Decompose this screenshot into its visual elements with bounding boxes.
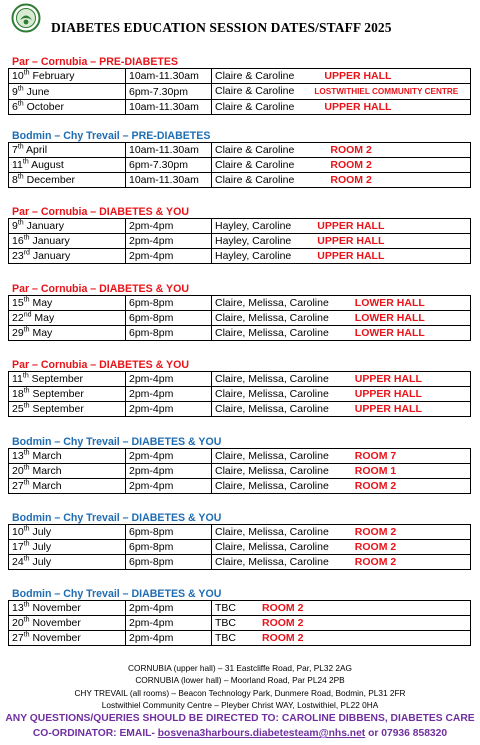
date-suffix: th xyxy=(23,479,30,487)
section-heading: Bodmin – Chy Trevail – DIABETES & YOU xyxy=(12,512,222,524)
session-time: 2pm-4pm xyxy=(126,234,212,249)
date-day: 11 xyxy=(12,159,23,171)
session-time: 10am-11.30am xyxy=(126,69,212,84)
date-suffix: th xyxy=(22,158,29,166)
session-time: 2pm-4pm xyxy=(126,464,212,479)
date-month: November xyxy=(32,617,81,629)
session-time: 10am-11.30am xyxy=(126,100,212,115)
date-month: May xyxy=(32,327,53,339)
session-time: 2pm-4pm xyxy=(126,631,212,646)
staff-venue-cell xyxy=(212,173,471,188)
session-date xyxy=(9,372,126,387)
session-time: 2pm-4pm xyxy=(126,449,212,464)
staff-venue-cell xyxy=(212,464,471,479)
session-date xyxy=(9,540,126,555)
session-staff: Claire, Melissa, Caroline xyxy=(215,465,329,477)
session-venue: ROOM 2 xyxy=(354,480,397,492)
date-suffix: th xyxy=(23,69,30,77)
session-time: 6pm-8pm xyxy=(126,326,212,341)
date-month: September xyxy=(31,373,84,385)
session-date xyxy=(9,387,126,402)
session-venue: UPPER HALL xyxy=(354,388,422,400)
staff-venue-cell xyxy=(212,84,471,100)
table-row xyxy=(9,464,471,479)
session-staff: Claire, Melissa, Caroline xyxy=(215,541,329,553)
session-staff: Claire & Caroline xyxy=(215,144,295,156)
staff-venue-cell xyxy=(212,326,471,341)
date-suffix: th xyxy=(23,540,30,548)
session-venue: UPPER HALL xyxy=(354,403,422,415)
date-suffix: th xyxy=(17,173,24,181)
session-date xyxy=(9,69,126,84)
table-row xyxy=(9,143,471,158)
session-time: 2pm-4pm xyxy=(126,387,212,402)
date-month: July xyxy=(32,526,52,538)
table-row xyxy=(9,84,471,100)
date-suffix: th xyxy=(23,387,30,395)
date-suffix: rd xyxy=(23,249,30,257)
staff-venue-cell xyxy=(212,449,471,464)
session-time: 6pm-7.30pm xyxy=(126,84,212,100)
date-day: 22 xyxy=(12,312,24,324)
table-row xyxy=(9,100,471,115)
schedule-table xyxy=(8,600,471,646)
date-suffix: th xyxy=(23,464,30,472)
logo-icon xyxy=(11,3,41,33)
date-suffix: th xyxy=(23,296,30,304)
session-date xyxy=(9,449,126,464)
section-heading: Par – Cornubia – DIABETES & YOU xyxy=(12,206,189,218)
session-staff: Claire, Melissa, Caroline xyxy=(215,403,329,415)
date-day: 20 xyxy=(12,617,24,629)
schedule-table xyxy=(8,295,471,341)
session-time: 2pm-4pm xyxy=(126,249,212,264)
address-line: Lostwithiel Community Centre – Pleyber Christ WAY, Lostwithiel, PL22 0HA xyxy=(101,700,379,711)
table-row xyxy=(9,402,471,417)
date-month: July xyxy=(32,541,52,553)
date-day: 25 xyxy=(12,403,24,415)
date-day: 13 xyxy=(12,602,24,614)
date-month: September xyxy=(32,388,84,400)
session-venue: LOSTWITHIEL COMMUNITY CENTRE xyxy=(314,87,459,96)
staff-venue-cell xyxy=(212,387,471,402)
date-suffix: th xyxy=(17,85,24,92)
date-month: June xyxy=(26,85,50,98)
session-date xyxy=(9,479,126,494)
date-suffix: th xyxy=(23,616,30,624)
session-staff: Hayley, Caroline xyxy=(215,220,292,232)
table-row xyxy=(9,219,471,234)
address-line: CHY TREVAIL (all rooms) – Beacon Technology Park, Dunmere Road, Bodmin, PL31 2FR xyxy=(74,687,406,698)
session-staff: Claire, Melissa, Caroline xyxy=(215,327,329,339)
date-day: 23 xyxy=(12,250,24,262)
table-row xyxy=(9,372,471,387)
staff-venue-cell xyxy=(212,372,471,387)
schedule-table xyxy=(8,142,471,188)
session-venue: LOWER HALL xyxy=(354,312,425,324)
date-suffix: th xyxy=(23,449,30,457)
date-day: 7 xyxy=(12,144,18,156)
session-date xyxy=(9,173,126,188)
section-heading: Bodmin – Chy Trevail – PRE-DIABETES xyxy=(12,130,211,142)
session-time: 2pm-4pm xyxy=(126,219,212,234)
session-venue: LOWER HALL xyxy=(354,297,425,309)
table-row xyxy=(9,69,471,84)
table-row xyxy=(9,631,471,646)
date-suffix: th xyxy=(23,234,30,242)
table-row xyxy=(9,249,471,264)
session-date xyxy=(9,464,126,479)
section-heading: Bodmin – Chy Trevail – DIABETES & YOU xyxy=(12,588,222,600)
date-suffix: th xyxy=(17,143,24,151)
date-month: September xyxy=(32,403,84,415)
date-suffix: th xyxy=(23,601,30,609)
session-venue: ROOM 1 xyxy=(354,465,397,477)
staff-venue-cell xyxy=(212,479,471,494)
staff-venue-cell xyxy=(212,311,471,326)
date-month: March xyxy=(32,465,62,477)
session-date xyxy=(9,525,126,540)
staff-venue-cell xyxy=(212,601,471,616)
staff-venue-cell xyxy=(212,158,471,173)
table-row xyxy=(9,387,471,402)
section-heading: Bodmin – Chy Trevail – DIABETES & YOU xyxy=(12,436,222,448)
session-venue: ROOM 2 xyxy=(330,144,372,156)
contact-line-2 xyxy=(0,727,480,741)
session-venue: ROOM 2 xyxy=(354,541,397,553)
contact-line-1: ANY QUESTIONS/QUERIES SHOULD BE DIRECTED TO: CAROLINE DIBBENS, DIABETES CARE xyxy=(5,713,475,724)
session-staff: Claire, Melissa, Caroline xyxy=(215,450,329,462)
session-staff: Claire & Caroline xyxy=(215,174,295,186)
staff-venue-cell xyxy=(212,249,471,264)
table-row xyxy=(9,525,471,540)
date-suffix: th xyxy=(23,402,30,410)
section-heading: Par – Cornubia – DIABETES & YOU xyxy=(12,359,189,371)
session-time: 6pm-7.30pm xyxy=(126,158,212,173)
section-heading: Par – Cornubia – PRE-DIABETES xyxy=(12,56,179,68)
session-time: 2pm-4pm xyxy=(126,372,212,387)
table-row xyxy=(9,555,471,570)
session-staff: Hayley, Caroline xyxy=(215,250,292,262)
session-venue: UPPER HALL xyxy=(324,70,392,82)
session-venue: ROOM 2 xyxy=(354,556,397,568)
date-month: May xyxy=(34,312,55,324)
date-suffix: nd xyxy=(23,311,32,319)
date-month: May xyxy=(32,297,53,309)
session-time: 2pm-4pm xyxy=(126,479,212,494)
date-day: 29 xyxy=(12,327,24,339)
session-date xyxy=(9,311,126,326)
session-time: 10am-11.30am xyxy=(126,173,212,188)
session-staff: Claire, Melissa, Caroline xyxy=(215,556,329,568)
date-month: January xyxy=(32,250,71,262)
date-day: 27 xyxy=(12,480,24,492)
date-day: 15 xyxy=(12,297,24,309)
session-staff: TBC xyxy=(215,617,236,629)
date-month: November xyxy=(32,602,81,614)
contact-phone: or 07936 858320 xyxy=(365,728,448,739)
session-time: 2pm-4pm xyxy=(126,402,212,417)
session-staff: Claire, Melissa, Caroline xyxy=(215,388,329,400)
session-time: 6pm-8pm xyxy=(126,296,212,311)
date-suffix: th xyxy=(23,631,30,639)
session-time: 10am-11.30am xyxy=(126,143,212,158)
table-row xyxy=(9,173,471,188)
date-suffix: th xyxy=(17,219,24,227)
schedule-table xyxy=(8,448,471,494)
session-venue: ROOM 2 xyxy=(330,174,372,186)
contact-prefix: CO-ORDINATOR: EMAIL- xyxy=(32,728,158,739)
session-venue: ROOM 2 xyxy=(330,159,372,171)
staff-venue-cell xyxy=(212,402,471,417)
session-staff: Claire, Melissa, Caroline xyxy=(215,480,329,492)
date-day: 18 xyxy=(12,388,24,400)
session-date xyxy=(9,601,126,616)
session-date xyxy=(9,234,126,249)
staff-venue-cell xyxy=(212,219,471,234)
session-time: 2pm-4pm xyxy=(126,601,212,616)
session-venue: UPPER HALL xyxy=(324,101,392,113)
table-row xyxy=(9,311,471,326)
table-row xyxy=(9,601,471,616)
table-row xyxy=(9,234,471,249)
session-date xyxy=(9,249,126,264)
session-venue: UPPER HALL xyxy=(317,220,385,232)
staff-venue-cell xyxy=(212,540,471,555)
date-month: August xyxy=(31,159,64,171)
staff-venue-cell xyxy=(212,631,471,646)
session-staff: Claire & Caroline xyxy=(215,70,295,82)
date-day: 17 xyxy=(12,541,24,553)
date-month: February xyxy=(32,70,75,82)
session-staff: Hayley, Caroline xyxy=(215,235,292,247)
session-staff: Claire, Melissa, Caroline xyxy=(215,373,329,385)
session-venue: UPPER HALL xyxy=(354,373,422,385)
date-month: January xyxy=(32,235,70,247)
date-suffix: th xyxy=(23,326,30,334)
staff-venue-cell xyxy=(212,234,471,249)
session-date xyxy=(9,84,126,100)
staff-venue-cell xyxy=(212,143,471,158)
table-row xyxy=(9,479,471,494)
address-line: CORNUBIA (lower hall) – Moorland Road, Par PL24 2PB xyxy=(135,675,345,686)
date-suffix: th xyxy=(22,372,29,380)
session-venue: UPPER HALL xyxy=(317,235,385,247)
session-venue: ROOM 2 xyxy=(262,617,304,629)
date-month: July xyxy=(32,556,52,568)
date-day: 24 xyxy=(12,556,24,568)
schedule-table xyxy=(8,524,471,570)
session-venue: ROOM 7 xyxy=(354,450,397,462)
date-day: 9 xyxy=(12,85,18,98)
session-date xyxy=(9,158,126,173)
session-date xyxy=(9,100,126,115)
session-staff: Claire & Caroline xyxy=(215,159,295,171)
session-date xyxy=(9,616,126,631)
contact-email-link[interactable]: bosvena3harbours.diabetesteam@nhs.net xyxy=(157,728,366,739)
schedule-table xyxy=(8,218,471,264)
session-time: 6pm-8pm xyxy=(126,525,212,540)
staff-venue-cell xyxy=(212,555,471,570)
session-staff: TBC xyxy=(215,632,236,644)
session-staff: Claire, Melissa, Caroline xyxy=(215,526,329,538)
date-month: October xyxy=(26,101,64,113)
date-day: 10 xyxy=(12,70,24,82)
table-row xyxy=(9,326,471,341)
session-date xyxy=(9,143,126,158)
date-day: 20 xyxy=(12,465,24,477)
date-day: 11 xyxy=(12,373,23,385)
session-venue: LOWER HALL xyxy=(354,327,425,339)
session-staff: Claire & Caroline xyxy=(215,85,295,97)
session-date xyxy=(9,555,126,570)
date-day: 10 xyxy=(12,526,24,538)
session-time: 6pm-8pm xyxy=(126,555,212,570)
date-month: March xyxy=(32,480,62,492)
date-day: 6 xyxy=(12,101,18,113)
session-staff: TBC xyxy=(215,602,236,614)
staff-venue-cell xyxy=(212,296,471,311)
date-month: November xyxy=(32,632,81,644)
session-staff: Claire, Melissa, Caroline xyxy=(215,312,329,324)
date-day: 13 xyxy=(12,450,24,462)
session-time: 6pm-8pm xyxy=(126,540,212,555)
date-day: 9 xyxy=(12,220,18,232)
date-suffix: th xyxy=(23,525,30,533)
venue-addresses xyxy=(0,662,480,712)
session-venue: ROOM 2 xyxy=(262,632,304,644)
staff-venue-cell xyxy=(212,616,471,631)
session-date xyxy=(9,296,126,311)
table-row xyxy=(9,616,471,631)
session-time: 6pm-8pm xyxy=(126,311,212,326)
date-month: April xyxy=(26,144,48,156)
session-staff: Claire & Caroline xyxy=(215,101,295,113)
section-heading: Par – Cornubia – DIABETES & YOU xyxy=(12,283,189,295)
schedule-table xyxy=(8,371,471,417)
date-day: 27 xyxy=(12,632,24,644)
date-suffix: th xyxy=(17,100,24,108)
session-date xyxy=(9,219,126,234)
date-month: March xyxy=(32,450,62,462)
date-day: 8 xyxy=(12,174,18,186)
staff-venue-cell xyxy=(212,100,471,115)
session-date xyxy=(9,631,126,646)
date-month: December xyxy=(26,174,76,186)
date-month: January xyxy=(26,220,64,232)
session-staff: Claire, Melissa, Caroline xyxy=(215,297,329,309)
table-row xyxy=(9,449,471,464)
session-time: 2pm-4pm xyxy=(126,616,212,631)
table-row xyxy=(9,158,471,173)
session-venue: ROOM 2 xyxy=(354,526,397,538)
table-row xyxy=(9,540,471,555)
table-row xyxy=(9,296,471,311)
address-line: CORNUBIA (upper hall) – 31 Eastcliffe Road, Par, PL32 2AG xyxy=(128,663,352,673)
schedule-table xyxy=(8,68,471,115)
session-date xyxy=(9,402,126,417)
staff-venue-cell xyxy=(212,69,471,84)
page-title: DIABETES EDUCATION SESSION DATES/STAFF 2025 xyxy=(51,20,392,35)
date-suffix: th xyxy=(23,555,30,563)
date-day: 16 xyxy=(12,235,24,247)
staff-venue-cell xyxy=(212,525,471,540)
session-venue: ROOM 2 xyxy=(262,602,304,614)
session-venue: UPPER HALL xyxy=(317,250,385,262)
session-date xyxy=(9,326,126,341)
